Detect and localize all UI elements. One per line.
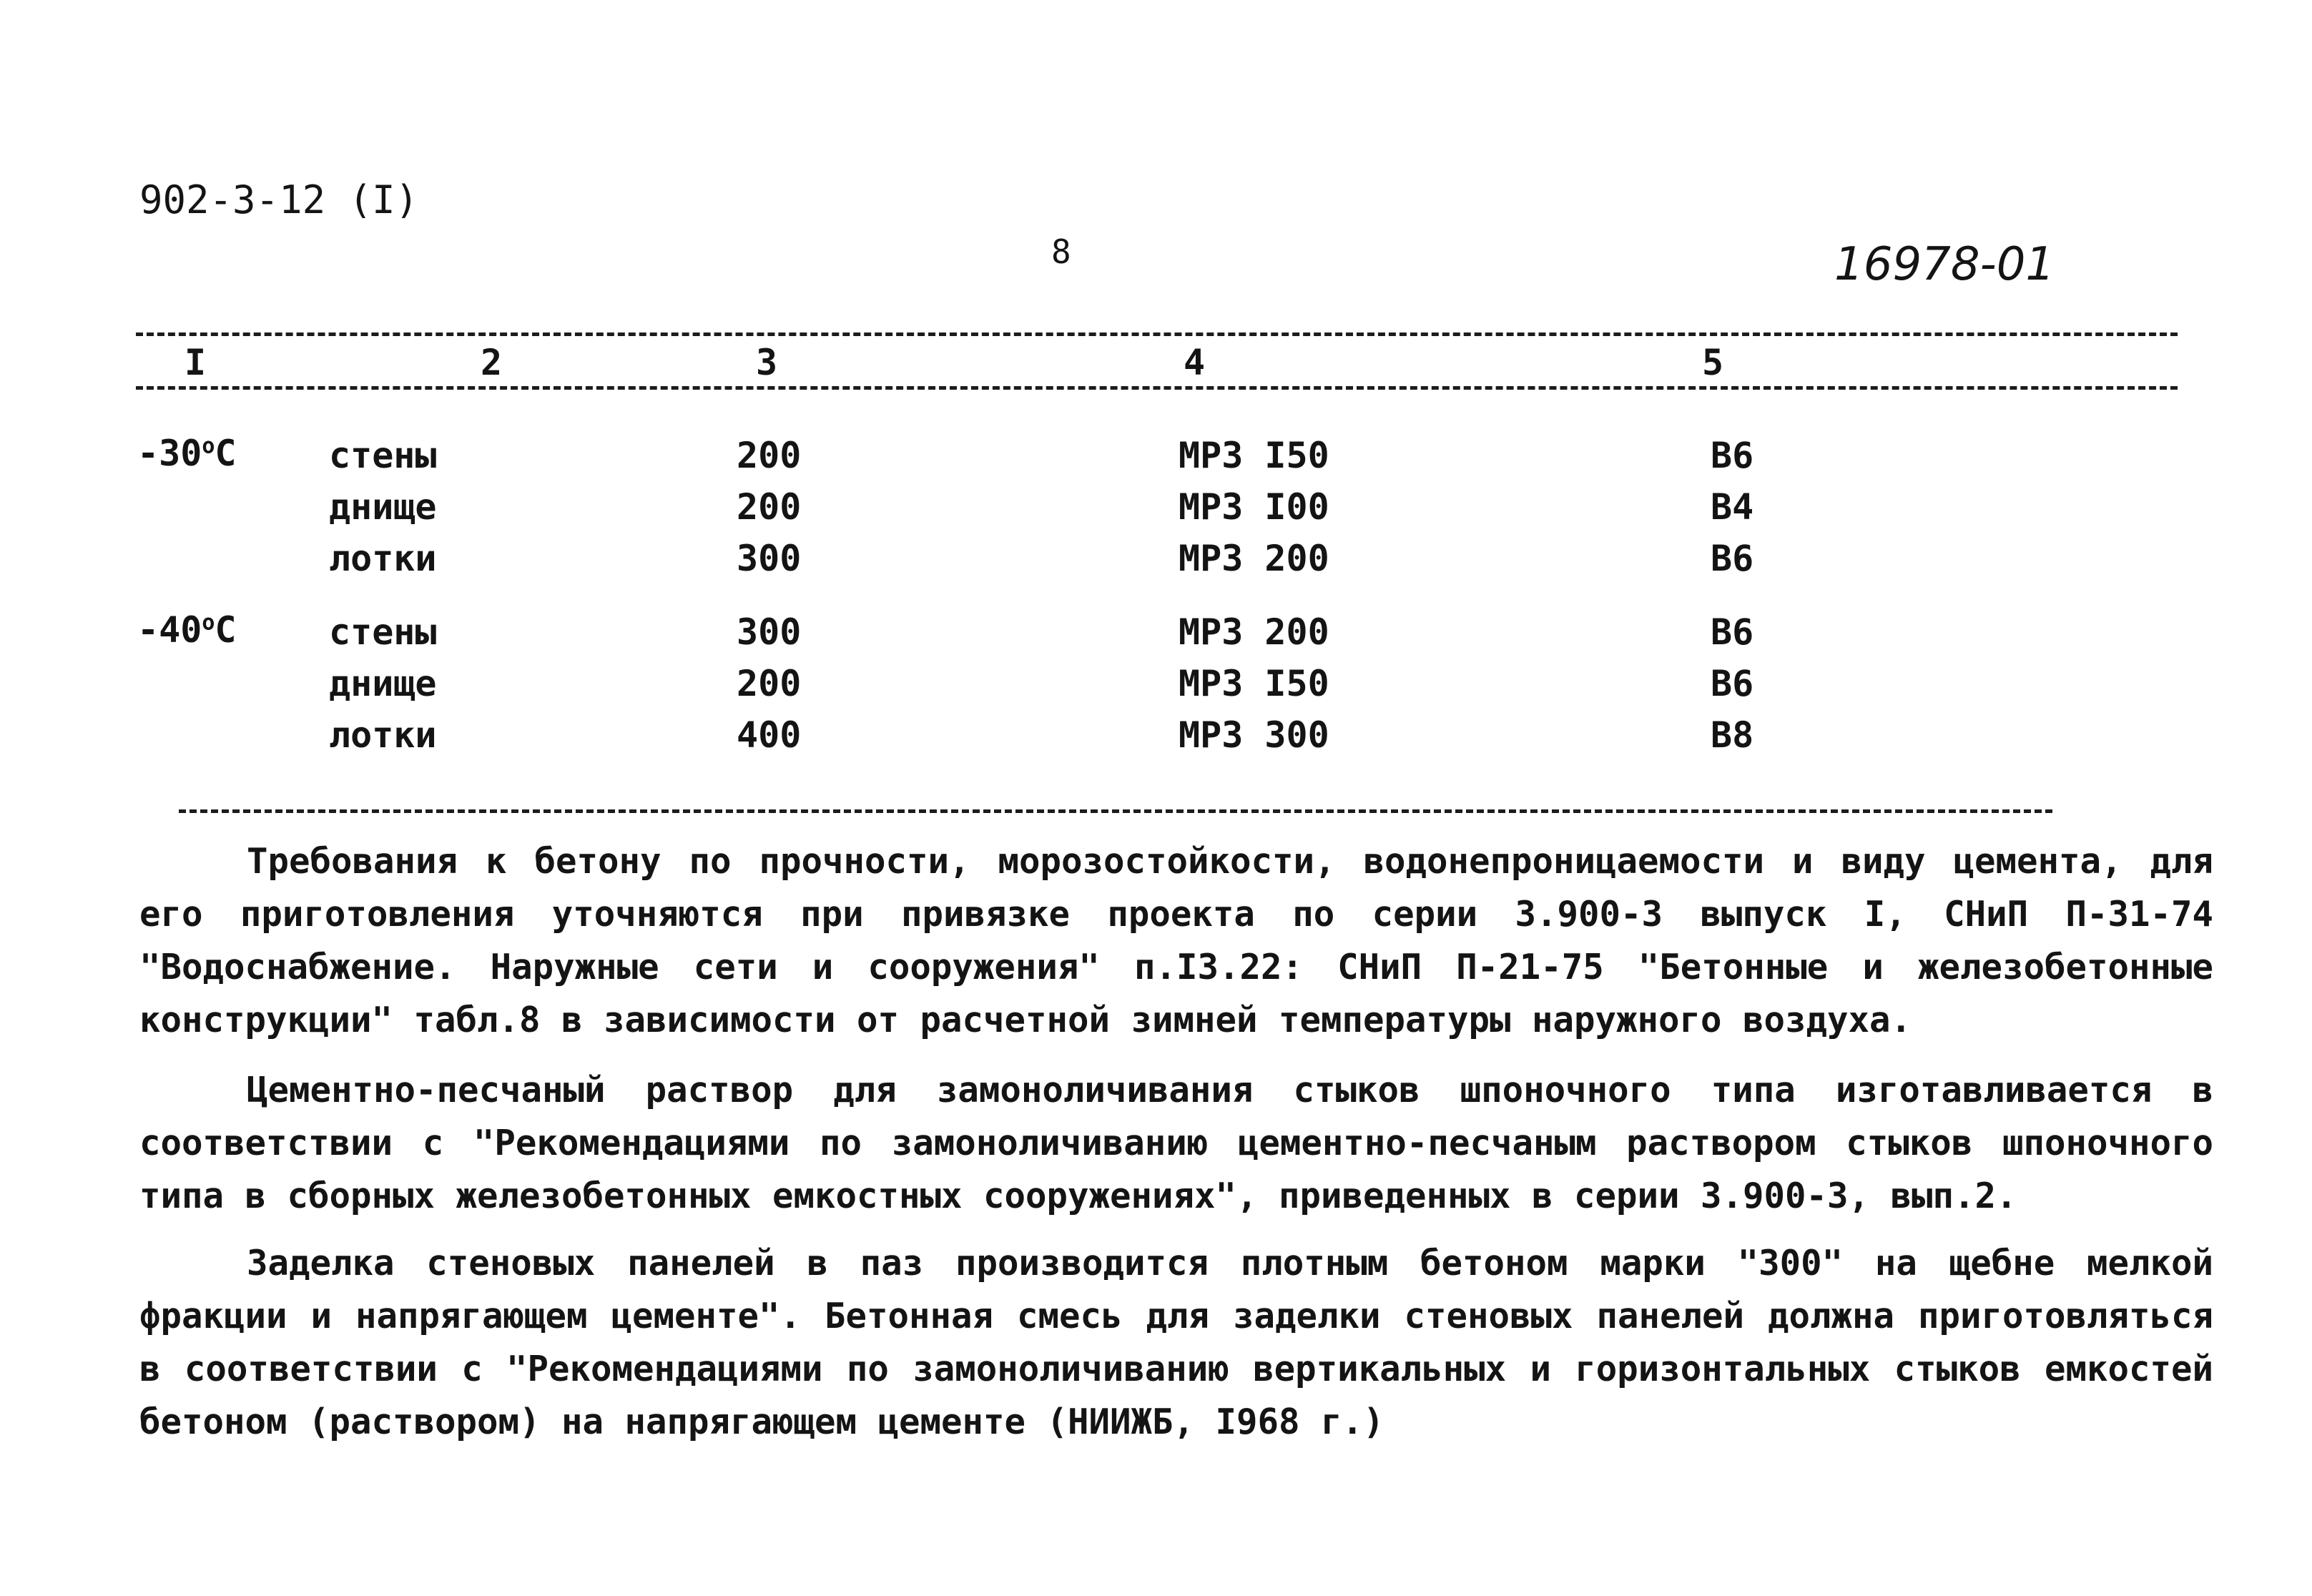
element-cell: стены <box>329 435 437 476</box>
frost-cell: МРЗ 300 <box>1179 714 1329 756</box>
element-cell: лотки <box>329 538 437 579</box>
element-cell: днище <box>329 663 437 704</box>
water-cell: В4 <box>1711 486 1754 528</box>
water-cell: В6 <box>1711 538 1754 579</box>
frost-cell: МРЗ 200 <box>1179 538 1329 579</box>
strength-cell: 300 <box>737 538 802 579</box>
column-number-3: 3 <box>756 342 778 383</box>
water-cell: В8 <box>1711 714 1754 756</box>
document-code: 902-3-12 (I) <box>139 177 419 222</box>
temperature-label: -30$^o$С <box>137 433 237 474</box>
strength-cell: 400 <box>737 714 802 756</box>
frost-cell: МРЗ I50 <box>1179 435 1329 476</box>
strength-cell: 300 <box>737 611 802 653</box>
water-cell: В6 <box>1711 663 1754 704</box>
table-top-rule <box>136 332 2178 336</box>
paragraph-panel-sealing: Заделка стеновых панелей в паз производится плотным бетоном марки "300" на щебне мелкой фракции и напрягающем цементе". Бетонная смесь для заделки стеновых панелей должна приготовляться в соответствии с "Рекомендациями по замоноличиванию вертикальных и горизонтальных стыков емкостей бетоном (раствором) на напрягающем цементе (НИИЖБ, I968 г.) <box>139 1243 2213 1442</box>
paragraph-concrete-requirements: Требования к бетону по прочности, морозостойкости, водонепроницаемости и виду цемента, для его приготовления уточняются при привязке проекта по серии 3.900-3 выпуск I, СНиП П-31-74 "Водоснабжение. Наружные сети и сооружения" п.I3.22: СНиП П-21-75 "Бетонные и железобетонные конструкции" табл.8 в зависимости от расчетной зимней температуры наружного воздуха. <box>139 841 2213 1040</box>
column-number-5: 5 <box>1702 342 1724 383</box>
table-bottom-rule <box>179 809 2052 813</box>
sheet-code: 16978-01 <box>1834 238 2055 291</box>
element-cell: днище <box>329 486 437 528</box>
strength-cell: 200 <box>737 435 802 476</box>
column-number-4: 4 <box>1184 342 1206 383</box>
frost-cell: МРЗ 200 <box>1179 611 1329 653</box>
element-cell: лотки <box>329 714 437 756</box>
paragraph-mortar: Цементно-песчаный раствор для замоноличивания стыков шпоночного типа изготавливается в соответствии с "Рекомендациями по замоноличиванию цементно-песчаным раствором стыков шпоночного типа в сборных железобетонных емкостных сооружениях", приведенных в серии 3.900-3, вып.2. <box>139 1070 2213 1216</box>
column-number-1: I <box>185 342 207 383</box>
table-header-rule <box>136 386 2178 390</box>
element-cell: стены <box>329 611 437 653</box>
frost-cell: МРЗ I50 <box>1179 663 1329 704</box>
temperature-label: -40$^o$С <box>137 609 237 651</box>
strength-cell: 200 <box>737 663 802 704</box>
frost-cell: МРЗ I00 <box>1179 486 1329 528</box>
water-cell: В6 <box>1711 435 1754 476</box>
page-number: 8 <box>1051 232 1071 271</box>
strength-cell: 200 <box>737 486 802 528</box>
column-number-2: 2 <box>481 342 503 383</box>
water-cell: В6 <box>1711 611 1754 653</box>
